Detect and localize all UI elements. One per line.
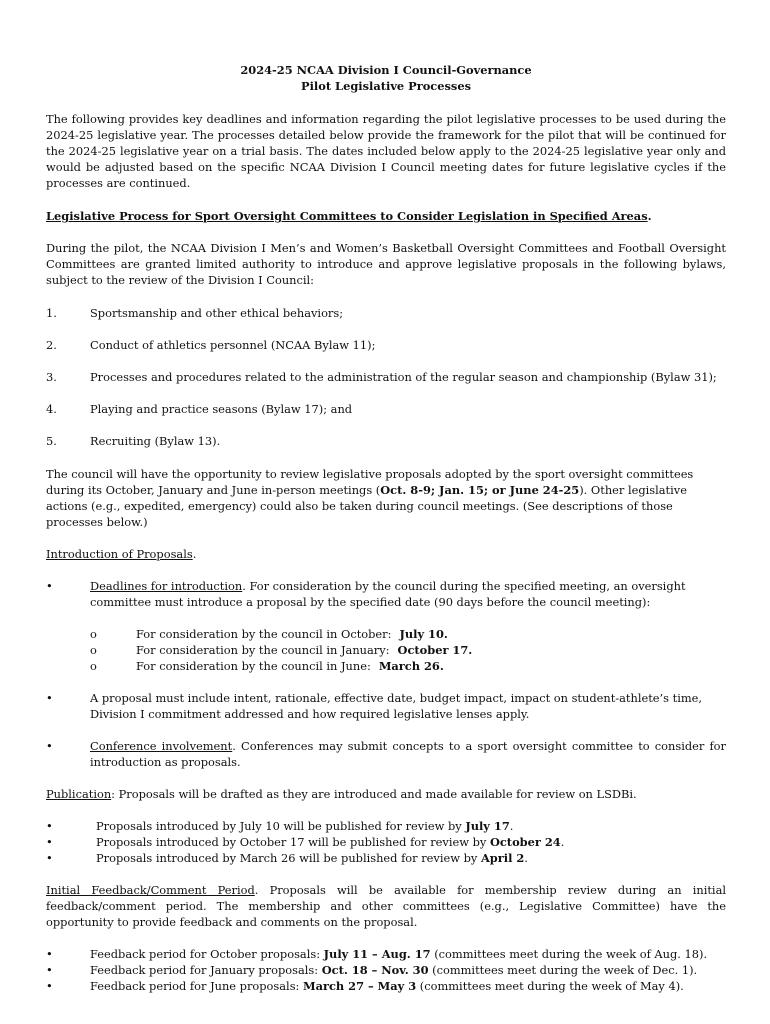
section1-heading	[46, 208, 726, 224]
introduction-heading	[46, 546, 726, 562]
proposal-text: A proposal must include intent, rationale, effective date, budget impact, impact on student-athlete’s time, Division I commitment addressed and how required legislative lenses apply.	[90, 691, 703, 721]
publication-item-body: Proposals introduced by July 10 will be published for review by	[96, 819, 466, 833]
list-number: 3.	[46, 370, 57, 384]
council-dates: Oct. 8-9; Jan. 15; or June 24-25	[380, 483, 580, 497]
publication-item-end: .	[509, 819, 514, 833]
feedback-item-dates: July 11 – Aug. 17	[323, 947, 431, 961]
sub-label: For consideration by the council in June:	[136, 659, 371, 673]
list-text: Sportsmanship and other ethical behaviors;	[90, 306, 344, 320]
feedback-item-note: (committees meet during the week of May 4).	[416, 979, 684, 993]
title-line-2: Pilot Legislative Processes	[301, 79, 471, 93]
publication-paragraph	[46, 786, 726, 802]
conference-text	[90, 738, 726, 770]
bullet-icon: •	[46, 947, 53, 961]
feedback-item-body: Feedback period for January proposals:	[90, 963, 322, 977]
list-number: 4.	[46, 402, 57, 416]
publication-item-text	[96, 850, 726, 866]
list-item	[46, 978, 726, 994]
sub-bullet-icon: o	[90, 643, 97, 657]
list-item	[46, 433, 726, 449]
sub-date: July 10.	[399, 627, 448, 641]
introduction-heading-text: Introduction of Proposals	[46, 547, 193, 561]
publication-item-body: Proposals introduced by March 26 will be published for review by	[96, 851, 481, 865]
bullet-icon: •	[46, 739, 53, 753]
publication-label: Publication	[46, 787, 112, 801]
section1-heading-end: .	[647, 209, 652, 223]
sub-item	[90, 642, 726, 658]
document-body	[46, 62, 726, 994]
bullet-icon: •	[46, 851, 53, 865]
feedback-item-dates: March 27 – May 3	[303, 979, 417, 993]
council-text-b: ). Other legislative actions (e.g., expedited, emergency) could also be taken during council meetings. (See descriptions of those processes below.)	[46, 483, 687, 529]
feedback-label: Initial Feedback/Comment Period	[46, 883, 255, 897]
title-line-1: 2024-25 NCAA Division I Council-Governance	[240, 63, 532, 77]
publication-item-end: .	[524, 851, 528, 865]
list-item	[46, 818, 726, 834]
sub-item	[90, 658, 726, 674]
list-item	[46, 337, 726, 353]
sub-label: For consideration by the council in January:	[136, 643, 390, 657]
list-item	[46, 369, 726, 385]
list-text: Processes and procedures related to the administration of the regular season and championship (Bylaw 31);	[90, 370, 717, 384]
feedback-item-text	[90, 978, 726, 994]
publication-item-date: July 17	[465, 819, 510, 833]
consideration-sublist	[46, 626, 726, 674]
sub-label: For consideration by the council in October:	[136, 627, 392, 641]
sub-bullet-icon: o	[90, 659, 97, 673]
sub-item	[90, 626, 726, 642]
feedback-item-note: (committees meet during the week of Aug. 18).	[430, 947, 708, 961]
section1-heading-text: Legislative Process for Sport Oversight Committees to Consider Legislation in Specified Areas	[46, 209, 648, 223]
bullet-proposal	[46, 690, 726, 722]
deadlines-body: . For consideration by the council during the specified meeting, an oversight committee must introduce a proposal by the specified date (90 days before the council meeting):	[90, 579, 686, 609]
feedback-paragraph	[46, 882, 726, 930]
council-paragraph	[46, 466, 726, 530]
section1-paragraph: During the pilot, the NCAA Division I Men’s and Women’s Basketball Oversight Committees and Football Oversight Committees are granted limited authority to introduce and approve legislative proposals in the following bylaws, subject to the review of the Division I Council:	[46, 241, 726, 287]
publication-item-text	[96, 818, 726, 834]
publication-item-date: April 2	[480, 851, 525, 865]
intro-paragraph: The following provides key deadlines and information regarding the pilot legislative processes to be used during the 2024-25 legislative year. The processes detailed below provide the framework for the pilot that will be continued for the 2024-25 legislative year on a trial basis. The dates included below apply to the 2024-25 legislative year only and would be adjusted based on the specific NCAA Division I Council meeting dates for future legislative cycles if the processes are continued.	[46, 112, 726, 190]
feedback-item-dates: Oct. 18 – Nov. 30	[321, 963, 429, 977]
feedback-item-text	[90, 946, 726, 962]
document-title	[46, 62, 726, 94]
sub-date: October 17.	[397, 643, 473, 657]
deadlines-label: Deadlines for introduction	[90, 579, 243, 593]
deadlines-text	[90, 578, 726, 610]
sub-date: March 26.	[378, 659, 444, 673]
list-number: 5.	[46, 434, 57, 448]
bullet-icon: •	[46, 979, 53, 993]
bullet-conference	[46, 738, 726, 770]
list-number: 2.	[46, 338, 57, 352]
introduction-heading-end: .	[192, 547, 197, 561]
bylaw-list	[46, 305, 726, 449]
bullet-deadlines	[46, 578, 726, 610]
publication-item-body: Proposals introduced by October 17 will be published for review by	[96, 835, 490, 849]
list-item	[46, 401, 726, 417]
bullet-icon: •	[46, 691, 53, 705]
list-item	[46, 305, 726, 321]
bullet-icon: •	[46, 835, 53, 849]
publication-list	[46, 818, 726, 866]
bullet-icon: •	[46, 963, 53, 977]
list-text: Playing and practice seasons (Bylaw 17); and	[90, 402, 353, 416]
bullet-icon: •	[46, 579, 53, 593]
list-number: 1.	[46, 306, 57, 320]
feedback-item-body: Feedback period for June proposals:	[90, 979, 303, 993]
feedback-item-text	[90, 962, 726, 978]
list-item	[46, 834, 726, 850]
conference-body: . Conferences may submit concepts to a sport oversight committee to consider for introduction as proposals.	[90, 739, 726, 769]
list-item	[46, 850, 726, 866]
feedback-item-note: (committees meet during the week of Dec. 1).	[428, 963, 698, 977]
list-item	[46, 962, 726, 978]
publication-text: : Proposals will be drafted as they are introduced and made available for review on LSDBi.	[111, 787, 637, 801]
publication-item-date: October 24	[489, 835, 561, 849]
council-text-a: The council will have the opportunity to review legislative proposals adopted by the sport oversight committees during its October, January and June in-person meetings (	[46, 467, 694, 497]
list-text: Recruiting (Bylaw 13).	[90, 434, 221, 448]
list-text: Conduct of athletics personnel (NCAA Bylaw 11);	[90, 338, 376, 352]
publication-item-end: .	[560, 835, 565, 849]
sub-bullet-icon: o	[90, 627, 97, 641]
bullet-icon: •	[46, 819, 53, 833]
feedback-text: . Proposals will be available for membership review during an initial feedback/comment period. The membership and other committees (e.g., Legislative Committee) have the opportunity to provide feedback and comments on the proposal.	[46, 883, 726, 929]
feedback-item-body: Feedback period for October proposals:	[90, 947, 324, 961]
conference-label: Conference involvement	[90, 739, 233, 753]
publication-item-text	[96, 834, 726, 850]
list-item	[46, 946, 726, 962]
feedback-list	[46, 946, 726, 994]
